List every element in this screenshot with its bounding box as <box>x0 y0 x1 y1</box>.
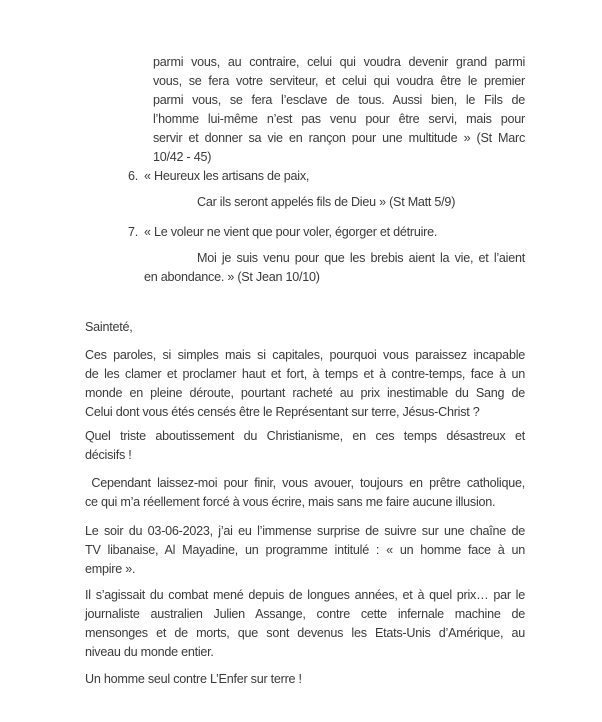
text-line: parmi vous, au contraire, celui qui voudra devenir grand parmi <box>153 55 525 69</box>
text-line: « Heureux les artisans de paix, <box>144 169 310 183</box>
quote-st-jean-line-1 <box>144 223 525 242</box>
text-line: l’homme lui-même n’est pas venu pour être servi, mais pour <box>153 112 525 126</box>
text-line: 6. <box>128 169 139 183</box>
text-line: ce qui m’a réellement forcé à vous écrire, mais sans me faire aucune illusion. <box>85 495 496 509</box>
text-line: Quel triste aboutissement du Christianisme, en ces temps désastreux et <box>85 429 525 443</box>
text-line: Celui dont vous étés censés être le Représentant sur terre, Jésus-Christ ? <box>85 405 480 419</box>
salutation <box>85 318 525 337</box>
text-line: en abondance. » (St Jean 10/10) <box>144 270 320 284</box>
quote-st-jean-line-2 <box>144 249 525 287</box>
paragraph-un-homme <box>85 670 525 689</box>
quote-st-matt-line-1 <box>144 167 525 186</box>
list-number-6 <box>128 167 144 186</box>
text-line: Cependant laissez-moi pour finir, vous avouer, toujours en prêtre catholique, <box>85 476 525 490</box>
paragraph-il-sagissait <box>85 586 525 662</box>
text-line: parmi vous, se fera l’esclave de tous. Aussi bien, le Fils de <box>153 93 525 107</box>
text-line: Car ils seront appelés fils de Dieu » (St Matt 5/9) <box>197 195 456 209</box>
text-line: « Le voleur ne vient que pour voler, égorger et détruire. <box>144 225 438 239</box>
text-line: mensonges et de morts, que sont devenus les Etats-Unis d’Amérique, au <box>85 626 525 640</box>
text-line: Le soir du 03-06-2023, j’ai eu l’immense surprise de suivre sur une chaîne de <box>85 524 525 538</box>
text-line: vous, se fera votre serviteur, et celui qui voudra être le premier <box>153 74 525 88</box>
quote-st-marc-continuation <box>153 53 525 167</box>
text-line: décisifs ! <box>85 448 132 462</box>
text-line: journaliste australien Julien Assange, contre cette infernale machine de <box>85 607 525 621</box>
paragraph-ces-paroles <box>85 346 525 422</box>
text-line: servir et donner sa vie en rançon pour une multitude » (St Marc <box>153 131 525 145</box>
text-line: 10/42 - 45) <box>153 150 212 164</box>
text-line: TV libanaise, Al Mayadine, un programme intitulé : « un homme face à un <box>85 543 525 557</box>
text-line: monde en pleine déroute, pourtant racheté au prix inestimable du Sang de <box>85 386 525 400</box>
text-line: Il s’agissait du combat mené depuis de longues années, et à quel prix… par le <box>85 588 525 602</box>
list-number-7 <box>128 223 144 242</box>
text-line: Un homme seul contre L’Enfer sur terre ! <box>85 672 302 686</box>
text-line: 7. <box>128 225 139 239</box>
text-line: Ces paroles, si simples mais si capitales, pourquoi vous paraissez incapable <box>85 348 525 362</box>
text-line: Moi je suis venu pour que les brebis aient la vie, et l’aient <box>197 251 525 265</box>
text-line: de les clamer et proclamer haut et fort, à temps et à contre-temps, face à un <box>85 367 525 381</box>
text-line: niveau du monde entier. <box>85 645 214 659</box>
text-line: empire ». <box>85 562 136 576</box>
paragraph-le-soir <box>85 522 525 579</box>
paragraph-quel-triste <box>85 427 525 465</box>
text-line: Sainteté, <box>85 320 133 334</box>
quote-st-matt-line-2 <box>144 193 525 212</box>
paragraph-cependant <box>85 474 525 512</box>
